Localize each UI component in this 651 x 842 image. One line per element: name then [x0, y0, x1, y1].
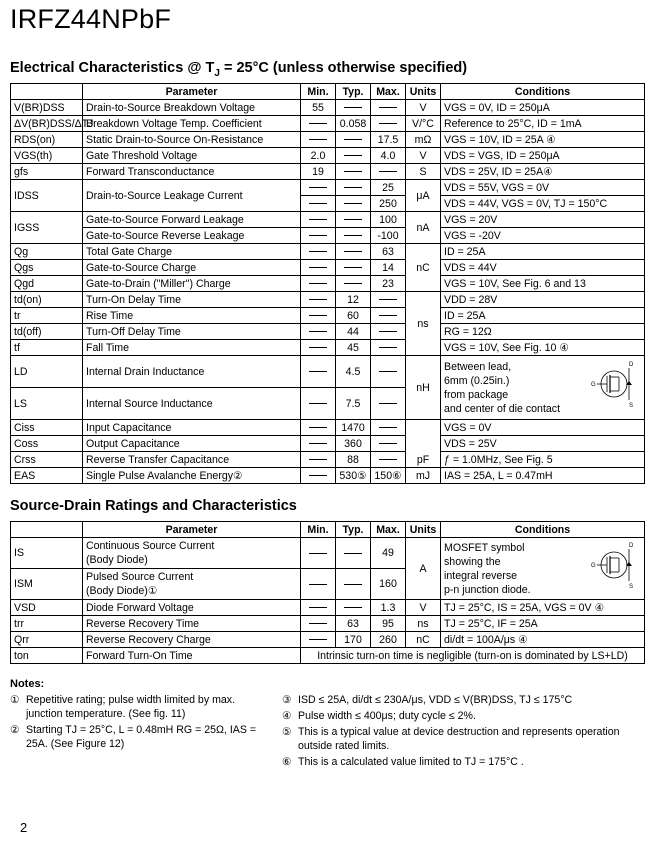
svg-text:G: G — [591, 381, 596, 388]
svg-text:G: G — [591, 562, 596, 569]
table-row: Qgs Gate-to-Source Charge 14 VDS = 44V — [11, 260, 645, 276]
table-row: RDS(on) Static Drain-to-Source On-Resistance 17.5 mΩ VGS = 10V, ID = 25A ④ — [11, 132, 645, 148]
note-item: ① Repetitive rating; pulse width limited by max. junction temperature. (See fig. 11) — [10, 694, 236, 720]
table-row: Coss Output Capacitance 360 VDS = 25V — [11, 436, 645, 452]
table-row: Qrr Reverse Recovery Charge 170 260 nC di/dt = 100A/μs ④ — [11, 632, 645, 648]
note-item: ⑥ This is a calculated value limited to TJ = 175°C . — [282, 756, 524, 768]
table-row: IGSS Gate-to-Source Forward Leakage 100 nA VGS = 20V — [11, 212, 645, 228]
document-title: IRFZ44NPbF — [10, 4, 172, 34]
table-header-row: Parameter Min. Typ. Max. Units Conditions — [11, 84, 645, 100]
source-drain-title: Source-Drain Ratings and Characteristics — [10, 498, 297, 514]
table-row: 250 VDS = 44V, VGS = 0V, TJ = 150°C — [11, 196, 645, 212]
note-item: ④ Pulse width ≤ 400μs; duty cycle ≤ 2%. — [282, 710, 476, 722]
svg-text:S: S — [629, 583, 634, 590]
table-row: LS Internal Source Inductance 7.5 — [11, 388, 645, 420]
notes-right-column — [282, 693, 642, 771]
table-row: Qgd Gate-to-Drain ("Miller") Charge 23 VGS = 10V, See Fig. 6 and 13 — [11, 276, 645, 292]
table-row: VGS(th) Gate Threshold Voltage 2.0 4.0 V VDS = VGS, ID = 250μA — [11, 148, 645, 164]
notes-left-column — [10, 693, 270, 753]
note-item: ② Starting TJ = 25°C, L = 0.48mH RG = 25Ω, IAS = 25A. (See Figure 12) — [10, 724, 257, 750]
table-row: ISM Pulsed Source Current (Body Diode)① 160 — [11, 569, 645, 600]
notes-title: Notes: — [10, 678, 45, 690]
page-number: 2 — [20, 820, 28, 835]
table-row: tf Fall Time 45 VGS = 10V, See Fig. 10 ④ — [11, 340, 645, 356]
table-header-row: Parameter Min. Typ. Max. Units Conditions — [11, 522, 645, 538]
table-row: EAS Single Pulse Avalanche Energy② 530⑤ 150⑥ mJ IAS = 25A, L = 0.47mH — [11, 468, 645, 484]
table-row: V(BR)DSS Drain-to-Source Breakdown Voltage 55 V VGS = 0V, ID = 250μA — [11, 100, 645, 116]
table-row: gfs Forward Transconductance 19 S VDS = 25V, ID = 25A④ — [11, 164, 645, 180]
note-item: ⑤ This is a typical value at device destruction and represents operation outside rated limits. — [282, 726, 620, 752]
table-row: VSD Diode Forward Voltage 1.3 V TJ = 25°C, IS = 25A, VGS = 0V ④ — [11, 600, 645, 616]
table-row: tr Rise Time 60 ID = 25A — [11, 308, 645, 324]
note-item: ③ ISD ≤ 25A, di/dt ≤ 230A/μs, VDD ≤ V(BR)DSS, TJ ≤ 175°C — [282, 694, 573, 706]
svg-text:D: D — [629, 542, 634, 549]
mosfet-symbol-icon — [589, 360, 637, 408]
table-row: LD Internal Drain Inductance 4.5 nH D G S Between lead, 6mm (0.25in.) from package and center of die contact — [11, 356, 645, 388]
table-row: Ciss Input Capacitance 1470 pF VGS = 0V — [11, 420, 645, 436]
table-row: Qg Total Gate Charge 63 nC ID = 25A — [11, 244, 645, 260]
table-row: IS Continuous Source Current (Body Diode) 49 A D G S MOSFET symbol showing the integral reverse p-n junction diode. — [11, 538, 645, 569]
svg-text:D: D — [629, 361, 634, 368]
table-row: ΔV(BR)DSS/ΔTJ Breakdown Voltage Temp. Coefficient 0.058 V/°C Reference to 25°C, ID = 1mA — [11, 116, 645, 132]
table-row: td(on) Turn-On Delay Time 12 ns VDD = 28V — [11, 292, 645, 308]
mosfet-diode-symbol-icon — [589, 541, 637, 589]
table-row: Gate-to-Source Reverse Leakage -100 VGS = -20V — [11, 228, 645, 244]
table-row: IDSS Drain-to-Source Leakage Current 25 μA VDS = 55V, VGS = 0V — [11, 180, 645, 196]
electrical-characteristics-title: Electrical Characteristics @ $T_J = 25^\circ C$ (unless otherwise specified) — [10, 60, 468, 79]
table-row: td(off) Turn-Off Delay Time 44 RG = 12Ω — [11, 324, 645, 340]
svg-text:S: S — [629, 402, 634, 409]
electrical-characteristics-table — [10, 83, 645, 484]
table-row: Crss Reverse Transfer Capacitance 88 ƒ = 1.0MHz, See Fig. 5 — [11, 452, 645, 468]
table-row: ton Forward Turn-On Time Intrinsic turn-on time is negligible (turn-on is dominated by LS+LD) — [11, 648, 645, 664]
table-row: trr Reverse Recovery Time 63 95 ns TJ = 25°C, IF = 25A — [11, 616, 645, 632]
source-drain-table — [10, 521, 645, 664]
